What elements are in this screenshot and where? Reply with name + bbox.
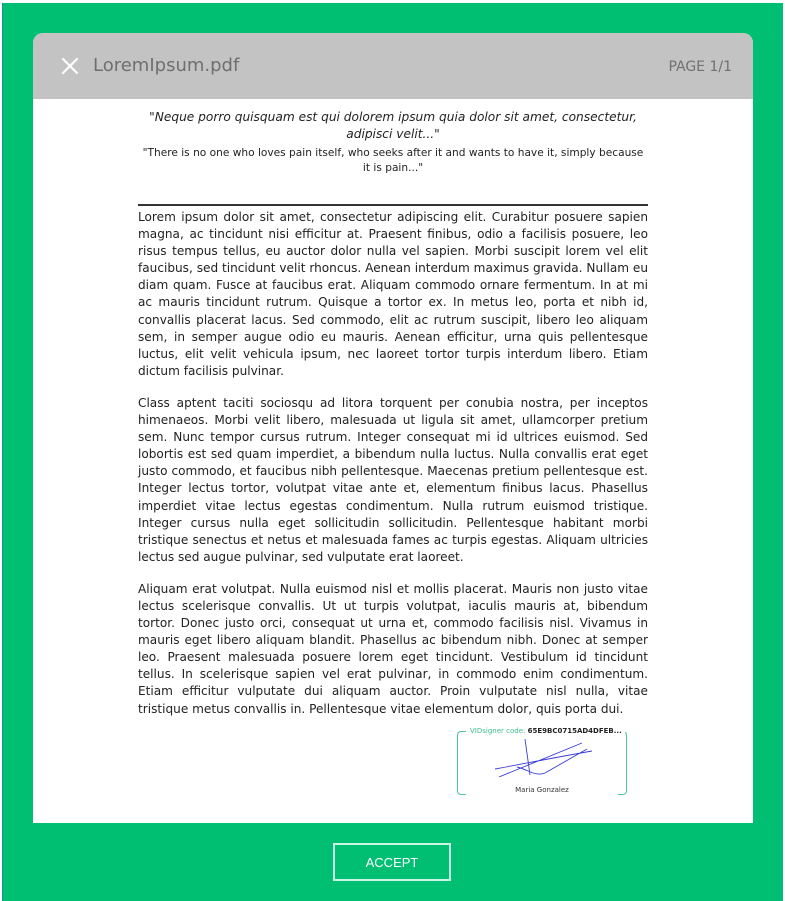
signature-code xyxy=(467,727,625,735)
signature-code-value: 65E9BC0715AD4DFEB... xyxy=(527,727,622,735)
divider xyxy=(138,204,648,206)
quote-english: "There is no one who loves pain itself, who seeks after it and wants to have it, simply because it is pain..." xyxy=(142,147,644,174)
document-viewer-modal xyxy=(33,33,753,823)
signature-box xyxy=(457,727,627,795)
paragraph: Aliquam erat volutpat. Nulla euismod nisl et mollis placerat. Mauris non justo vitae lectus scelerisque convallis. Ut ut turpis volutpat, iaculis mauris at, bibendum tortor. Donec justo orci, consequat ut urna et, commodo facilisis nisl. Vivamus in mauris eget libero aliquam blandit. Phasellus ac bibendum nibh. Donec at semper leo. Praesent malesuada posuere lorem eget tincidunt. Vestibulum id tincidunt tellus. In scelerisque sapien vel erat pulvinar, in commodo enim condimentum. Etiam efficitur vulputate dui aliquam auctor. Proin vulputate nisl nulla, vitae tristique metus convallis in. Pellentesque vitae elementum dolor, quis porta dui. xyxy=(138,581,648,716)
viewer-header xyxy=(33,33,753,99)
paragraph: Class aptent taciti sociosqu ad litora torquent per conubia nostra, per inceptos himenaeos. Morbi velit libero, malesuada ut ligula sit amet, ullamcorper pretium sem. Nunc tempor cursus rutrum. Integer consequat mi id ultrices euismod. Sed lobortis est sed quam imperdiet, a bibendum nulla luctus. Nulla convallis erat eget justo commodo, et faucibus nibh pellentesque. Maecenas pretium pellentesque est. Integer lectus tortor, volutpat vitae ante et, elementum finibus lacus. Phasellus imperdiet vitae lectus egestas condimentum. Nulla rutrum euismod tristique. Integer cursus nulla eget sollicitudin sollicitudin. Pellentesque habitant morbi tristique senectus et netus et malesuada fames ac turpis egestas. Aliquam ultricies lectus sed augue pulvinar, sed vulputate erat laoreet. xyxy=(138,395,648,564)
paragraph: Lorem ipsum dolor sit amet, consectetur adipiscing elit. Curabitur posuere sapien magna, ac tincidunt nisi efficitur at. Praesent finibus, odio a facilisis posuere, leo risus tempus tellus, eu auctor dolor nulla vel sapien. Morbi suscipit lorem vel elit faucibus, sed tincidunt velit rhoncus. Aenean interdum maximus gravida. Nullam eu diam quam. Fusce at faucibus erat. Aliquam commodo ornare fermentum. In at mi ac mauris tincidunt rutrum. Quisque a tortor ex. In metus leo, porta et nibh id, convallis placerat lacus. Sed commodo, elit ac rutrum suscipit, libero leo aliquam sem, in semper augue odio eu mauris. Aenean efficitur, urna quis pellentesque luctus, elit velit vehicula ipsum, nec laoreet tortor turpis interdum libero. Etiam dictum facilisis pulvinar. xyxy=(138,210,648,378)
document-page xyxy=(138,99,648,733)
quote-latin: "Neque porro quisquam est qui dolorem ipsum quia dolor sit amet, consectetur, adipisci velit..." xyxy=(149,110,637,141)
accept-button[interactable]: ACCEPT xyxy=(333,843,451,881)
document-title: LoremIpsum.pdf xyxy=(93,55,240,76)
close-icon[interactable] xyxy=(60,56,80,76)
handwritten-signature xyxy=(487,737,597,787)
signer-name: Maria Gonzalez xyxy=(515,786,569,794)
signature-code-label: VIDsigner code: xyxy=(470,727,526,735)
page-indicator: PAGE 1/1 xyxy=(668,59,732,75)
